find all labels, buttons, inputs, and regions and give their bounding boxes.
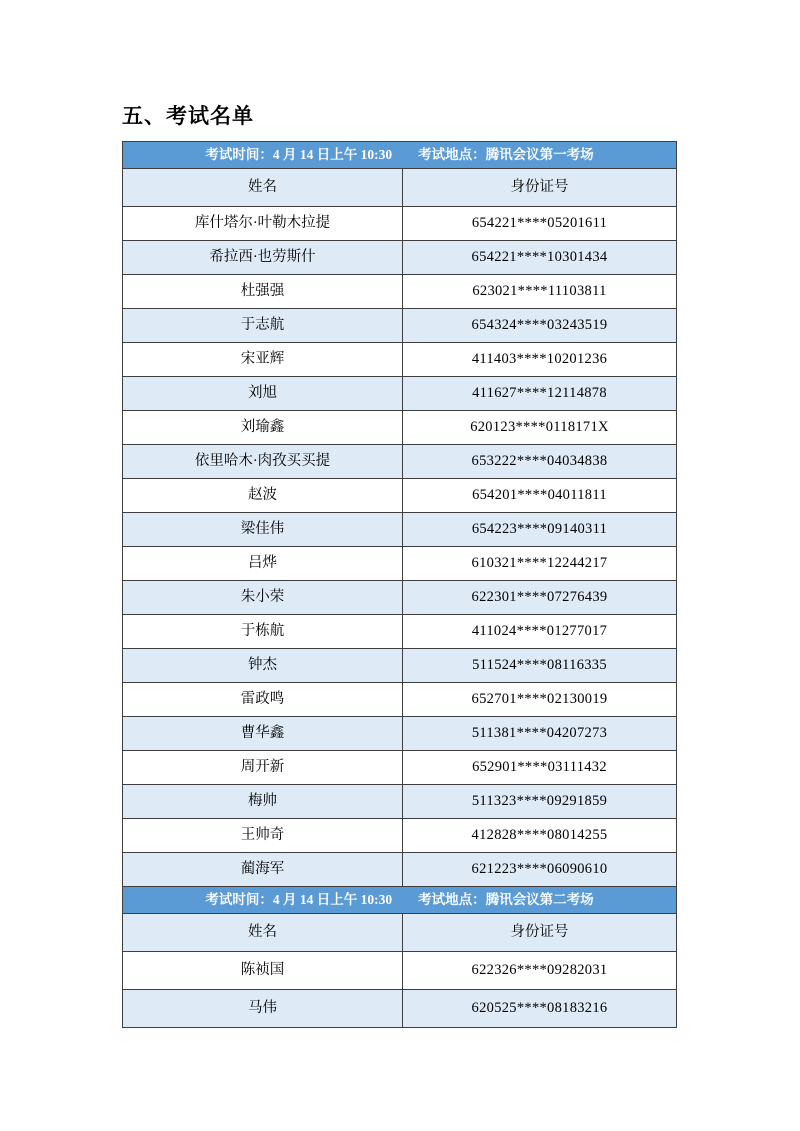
table-row [123,309,677,343]
candidate-id-number: 412828****08014255 [403,819,677,853]
name-column-header: 姓名 [123,169,403,207]
exam-roster-table [122,141,677,1028]
candidate-name: 蔺海军 [123,853,403,887]
candidate-name: 赵波 [123,479,403,513]
candidate-id-number: 652701****02130019 [403,683,677,717]
candidate-id-number: 622326****09282031 [403,952,677,990]
table-row [123,275,677,309]
candidate-id-number: 622301****07276439 [403,581,677,615]
table-row [123,445,677,479]
candidate-id-number: 511381****04207273 [403,717,677,751]
name-column-header: 姓名 [123,914,403,952]
candidate-id-number: 654201****04011811 [403,479,677,513]
table-row [123,785,677,819]
candidate-name: 周开新 [123,751,403,785]
section-header-row [123,142,677,169]
table-row [123,411,677,445]
candidate-id-number: 511323****09291859 [403,785,677,819]
candidate-id-number: 511524****08116335 [403,649,677,683]
table-row [123,241,677,275]
candidate-name: 钟杰 [123,649,403,683]
candidate-name: 希拉西·也劳斯什 [123,241,403,275]
candidate-name: 库什塔尔·叶勒木拉提 [123,207,403,241]
table-row [123,207,677,241]
section-header-row [123,887,677,914]
candidate-name: 杜强强 [123,275,403,309]
candidate-name: 吕烨 [123,547,403,581]
candidate-id-number: 654221****05201611 [403,207,677,241]
candidate-name: 王帅奇 [123,819,403,853]
exam-location-label: 考试地点：腾讯会议第一考场 [418,147,594,163]
table-row [123,990,677,1028]
page-title: 五、考试名单 [122,104,254,128]
candidate-name: 依里哈木·肉孜买买提 [123,445,403,479]
column-header-row [123,169,677,207]
table-row [123,513,677,547]
candidate-id-number: 654223****09140311 [403,513,677,547]
table-row [123,479,677,513]
table-row [123,952,677,990]
table-row [123,683,677,717]
candidate-id-number: 610321****12244217 [403,547,677,581]
table-row [123,717,677,751]
candidate-name: 梁佳伟 [123,513,403,547]
candidate-name: 刘瑜鑫 [123,411,403,445]
candidate-name: 于志航 [123,309,403,343]
exam-time-label: 考试时间：4 月 14 日上午 10:30 [205,892,393,908]
candidate-id-number: 621223****06090610 [403,853,677,887]
candidate-id-number: 411403****10201236 [403,343,677,377]
candidate-name: 刘旭 [123,377,403,411]
candidate-name: 朱小荣 [123,581,403,615]
id-column-header: 身份证号 [403,169,677,207]
id-column-header: 身份证号 [403,914,677,952]
table-row [123,377,677,411]
candidate-id-number: 654324****03243519 [403,309,677,343]
candidate-name: 梅帅 [123,785,403,819]
candidate-id-number: 652901****03111432 [403,751,677,785]
table-row [123,751,677,785]
candidate-id-number: 654221****10301434 [403,241,677,275]
section-header-cell [123,142,677,169]
candidate-name: 雷政鸣 [123,683,403,717]
candidate-name: 马伟 [123,990,403,1028]
table-row [123,615,677,649]
exam-location-label: 考试地点：腾讯会议第二考场 [418,892,594,908]
candidate-id-number: 653222****04034838 [403,445,677,479]
candidate-id-number: 411024****01277017 [403,615,677,649]
candidate-id-number: 620123****0118171X [403,411,677,445]
section-header-cell [123,887,677,914]
candidate-name: 于栋航 [123,615,403,649]
exam-time-label: 考试时间：4 月 14 日上午 10:30 [205,147,393,163]
table-row [123,819,677,853]
table-row [123,547,677,581]
table-row [123,581,677,615]
table-row [123,853,677,887]
column-header-row [123,914,677,952]
table-row [123,649,677,683]
candidate-id-number: 623021****11103811 [403,275,677,309]
candidate-name: 陈祯国 [123,952,403,990]
candidate-id-number: 411627****12114878 [403,377,677,411]
candidate-name: 宋亚辉 [123,343,403,377]
candidate-id-number: 620525****08183216 [403,990,677,1028]
table-row [123,343,677,377]
candidate-name: 曹华鑫 [123,717,403,751]
